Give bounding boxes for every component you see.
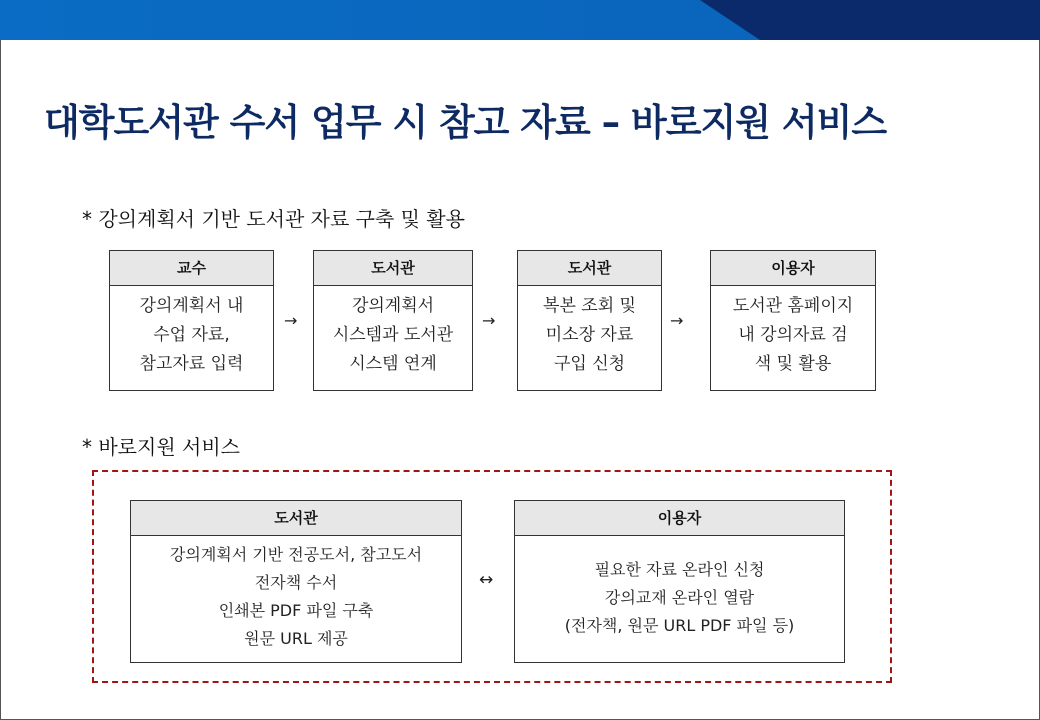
box-line: 원문 URL 제공 (244, 629, 348, 648)
box-body (314, 286, 472, 379)
box-header: 이용자 (711, 251, 875, 286)
box-line: 강의계획서 기반 전공도서, 참고도서 (169, 545, 423, 564)
box-line: 강의계획서 (351, 296, 435, 316)
box-line: 강의교재 온라인 열람 (604, 588, 755, 607)
box-body (711, 286, 875, 379)
box-header: 도서관 (518, 251, 661, 286)
box-line: (전자책, 원문 URL PDF 파일 등) (564, 616, 795, 635)
flow2-box-library (130, 500, 462, 663)
box-line: 인쇄본 PDF 파일 구축 (218, 601, 374, 620)
box-body (515, 536, 844, 640)
box-line: 내 강의자료 검 (738, 325, 848, 345)
box-header: 도서관 (131, 501, 461, 536)
section-label-baro-service: * 바로지원 서비스 (82, 435, 240, 459)
box-line: 강의계획서 내 (139, 296, 244, 316)
box-line: 도서관 홈페이지 (732, 296, 854, 316)
flow1-box-professor (109, 250, 274, 391)
right-arrow-icon: → (670, 311, 684, 330)
box-line: 참고자료 입력 (139, 354, 244, 374)
box-body (518, 286, 661, 379)
box-line: 전자책 수서 (254, 573, 338, 592)
flow2-box-user (514, 500, 845, 663)
box-header: 교수 (110, 251, 273, 286)
flow1-box-library-purchase (517, 250, 662, 391)
right-arrow-icon: → (284, 311, 298, 330)
box-header: 도서관 (314, 251, 472, 286)
flow1-box-user (710, 250, 876, 391)
flow1-box-library-system (313, 250, 473, 391)
box-line: 필요한 자료 온라인 신청 (594, 560, 765, 579)
page-title: 대학도서관 수서 업무 시 참고 자료 – 바로지원 서비스 (44, 101, 887, 144)
box-line: 복본 조회 및 (543, 296, 636, 316)
header-bar (0, 0, 1040, 40)
box-line: 구입 신청 (553, 354, 626, 374)
box-header: 이용자 (515, 501, 844, 536)
box-line: 수업 자료, (153, 325, 230, 345)
box-line: 시스템 연계 (349, 354, 437, 374)
box-line: 미소장 자료 (545, 325, 634, 345)
box-body (110, 286, 273, 379)
box-line: 색 및 활용 (754, 354, 832, 374)
bidirectional-arrow-icon: ↔ (479, 570, 494, 590)
box-line: 시스템과 도서관 (332, 325, 454, 345)
box-body (131, 536, 461, 653)
section-label-syllabus: * 강의계획서 기반 도서관 자료 구축 및 활용 (82, 207, 465, 231)
right-arrow-icon: → (482, 311, 496, 330)
